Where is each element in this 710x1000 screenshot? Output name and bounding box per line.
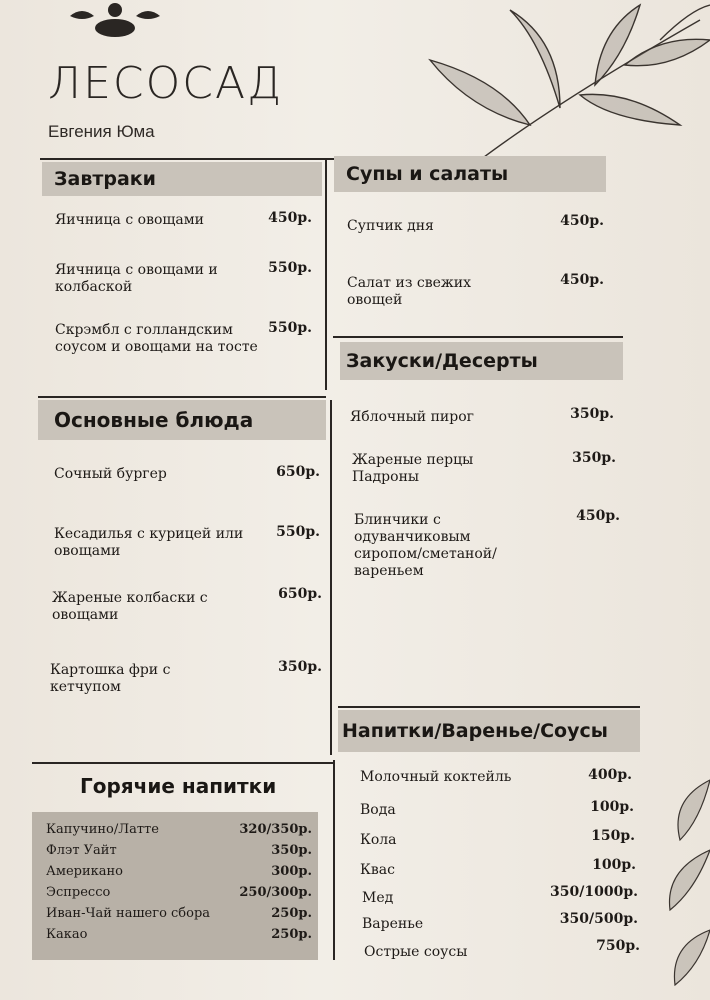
menu-item-price: 450р. bbox=[560, 272, 604, 288]
menu-item-name: Жареные колбаски с овощами bbox=[52, 590, 208, 623]
menu-item-price: 100р. bbox=[592, 857, 636, 873]
menu-item-price: 550р. bbox=[276, 524, 320, 540]
menu-item-name: Варенье bbox=[362, 916, 424, 932]
menu-item-price: 350р. bbox=[572, 450, 616, 466]
section-rule bbox=[38, 396, 326, 398]
list-item bbox=[46, 927, 312, 947]
menu-item-name: Салат из свежих овощей bbox=[347, 275, 472, 308]
menu-item-price: 550р. bbox=[268, 260, 312, 276]
menu-item-price: 150р. bbox=[591, 828, 635, 844]
section-rule bbox=[338, 706, 640, 708]
column-divider bbox=[330, 400, 332, 755]
column-divider bbox=[333, 760, 335, 960]
menu-item-price: 400р. bbox=[588, 767, 632, 783]
menu-item-name: Скрэмбл с голландским соусом и овощами на тосте bbox=[55, 322, 258, 355]
section-rule bbox=[32, 762, 334, 764]
section-title-hot bbox=[32, 766, 332, 806]
section-title-text: Закуски/Десерты bbox=[346, 350, 538, 372]
section-title-soups bbox=[334, 156, 606, 192]
menu-item-name: Капучино/Латте bbox=[46, 822, 159, 837]
menu-item-price: 450р. bbox=[268, 210, 312, 226]
section-title-drinks bbox=[338, 710, 640, 752]
list-item bbox=[46, 822, 312, 842]
section-title-breakfast bbox=[42, 162, 322, 196]
leaf-corner-icon bbox=[650, 760, 710, 1000]
menu-item-name: Супчик дня bbox=[347, 218, 434, 234]
section-title-text: Супы и салаты bbox=[346, 163, 509, 185]
menu-item-name: Острые соусы bbox=[364, 944, 468, 960]
menu-item-price: 350р. bbox=[278, 659, 322, 675]
menu-item-price: 350/500р. bbox=[559, 911, 638, 927]
menu-item-name: Иван-Чай нашего сбора bbox=[46, 906, 211, 921]
menu-item-price: 100р. bbox=[590, 799, 634, 815]
menu-item-name: Яблочный пирог bbox=[350, 409, 474, 425]
menu-item-name: Американо bbox=[46, 864, 124, 879]
menu-item-price: 250р. bbox=[271, 906, 312, 921]
section-title-main bbox=[38, 400, 326, 440]
menu-item-price: 350/1000р. bbox=[550, 884, 638, 900]
menu-item-name: Какао bbox=[46, 927, 88, 942]
lotus-icon bbox=[60, 0, 170, 40]
section-title-snacks bbox=[340, 342, 623, 380]
list-item bbox=[46, 843, 312, 863]
brand-name: ЛЕСОСАД bbox=[48, 58, 284, 109]
menu-item-price: 250/300р. bbox=[239, 885, 312, 900]
menu-item-name: Квас bbox=[360, 862, 395, 878]
menu-item-name: Молочный коктейль bbox=[360, 769, 512, 785]
author-name: Евгения Юма bbox=[48, 122, 155, 141]
menu-item-price: 650р. bbox=[276, 464, 320, 480]
menu-item-price: 300р. bbox=[271, 864, 312, 879]
menu-item-name: Кесадилья с курицей или овощами bbox=[54, 526, 244, 559]
list-item bbox=[46, 906, 312, 926]
menu-item-price: 350р. bbox=[570, 406, 614, 422]
list-item bbox=[46, 864, 312, 884]
list-item bbox=[46, 885, 312, 905]
menu-item-name: Сочный бургер bbox=[54, 466, 167, 482]
menu-item-price: 650р. bbox=[278, 586, 322, 602]
menu-item-price: 250р. bbox=[271, 927, 312, 942]
menu-item-name: Кола bbox=[360, 832, 397, 848]
section-title-text: Завтраки bbox=[54, 168, 156, 190]
menu-item-name: Флэт Уайт bbox=[46, 843, 117, 858]
menu-item-name: Яичница с овощами и колбаской bbox=[55, 262, 218, 295]
menu-item-name: Эспрессо bbox=[46, 885, 111, 900]
section-title-text: Основные блюда bbox=[54, 408, 254, 432]
menu-item-price: 320/350р. bbox=[239, 822, 312, 837]
menu-item-price: 350р. bbox=[271, 843, 312, 858]
menu-item-name: Яичница с овощами bbox=[55, 212, 204, 228]
section-title-text: Напитки/Варенье/Соусы bbox=[342, 720, 608, 742]
menu-item-price: 450р. bbox=[560, 213, 604, 229]
section-rule bbox=[333, 336, 623, 338]
menu-item-name: Блинчики с одуванчиковым сиропом/сметаной/ вареньем bbox=[354, 512, 497, 579]
menu-item-name: Вода bbox=[360, 802, 396, 818]
leaf-branch-icon bbox=[410, 0, 710, 170]
menu-item-price: 550р. bbox=[268, 320, 312, 336]
section-title-text: Горячие напитки bbox=[80, 774, 277, 798]
menu-item-name: Жареные перцы Падроны bbox=[352, 452, 474, 485]
menu-item-name: Картошка фри с кетчупом bbox=[50, 662, 171, 695]
menu-item-name: Мед bbox=[362, 890, 394, 906]
column-divider bbox=[325, 160, 327, 390]
menu-item-price: 450р. bbox=[576, 508, 620, 524]
menu-item-price: 750р. bbox=[596, 938, 640, 954]
